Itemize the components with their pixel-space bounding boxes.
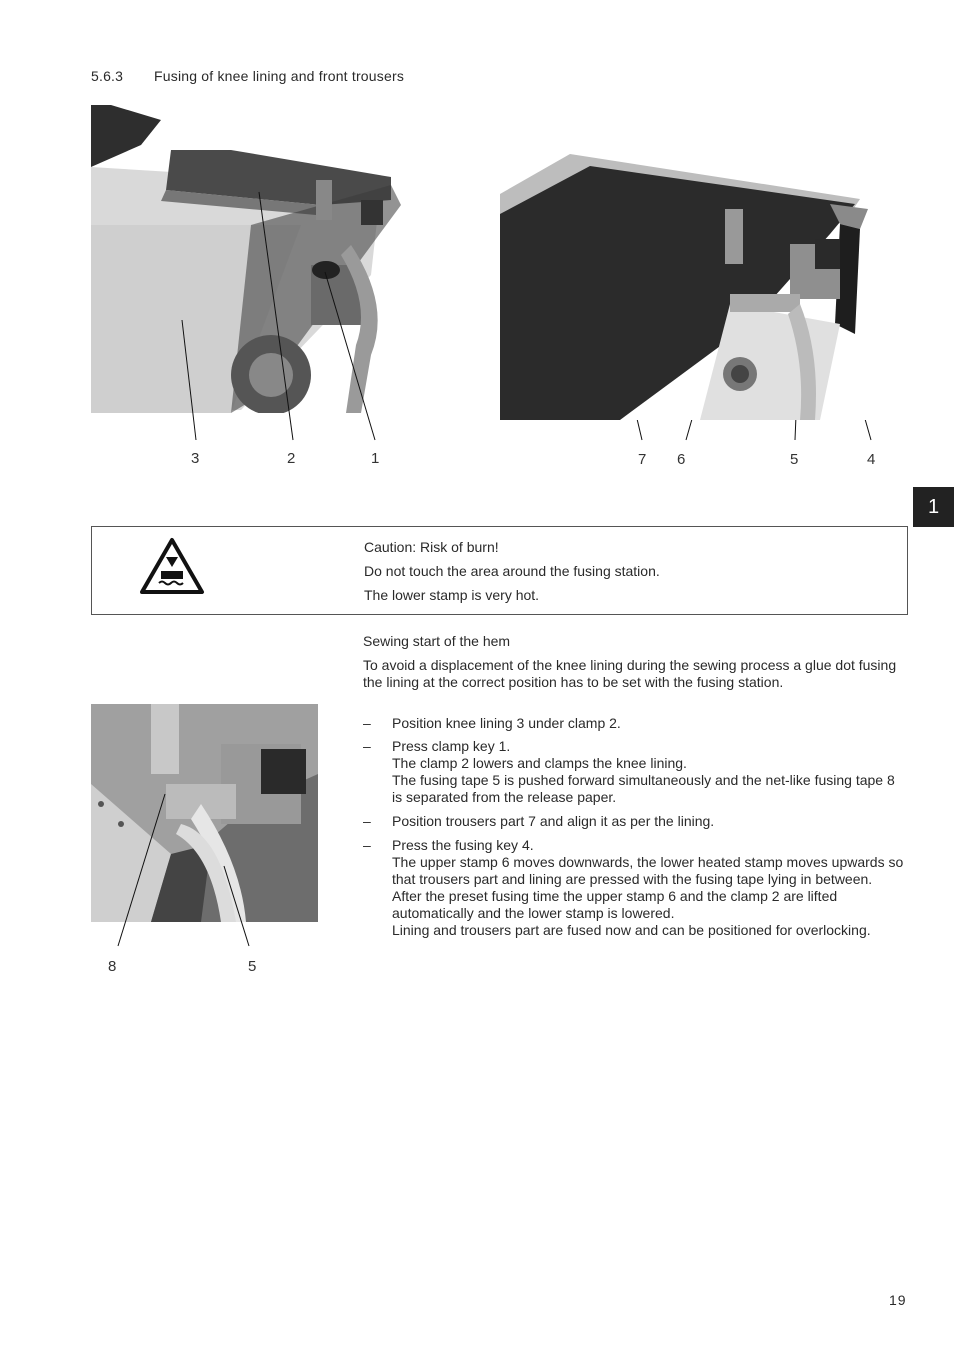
callout-3: 3 — [191, 450, 200, 467]
hem-intro: To avoid a displacement of the knee lining during the sewing process a glue dot fusing the lining at the correct position has to be set with the fusing station. — [363, 657, 897, 690]
step-dash: – — [363, 715, 371, 731]
step-line: Press clamp key 1. — [392, 738, 511, 754]
caution-line-2: The lower stamp is very hot. — [364, 587, 540, 603]
callout-5: 5 — [790, 451, 799, 468]
step-line: Press the fusing key 4. — [392, 837, 534, 853]
callout-4: 4 — [867, 451, 876, 468]
step-line: After the preset fusing time the upper stamp 6 and the clamp 2 are lifted automatically and the lower stamp is lowered. — [392, 888, 838, 921]
step-line: Lining and trousers part are fused now and can be positioned for overlocking. — [392, 922, 871, 938]
callout-6: 6 — [677, 451, 686, 468]
chapter-tab: 1 — [913, 487, 954, 527]
step-line: The clamp 2 lowers and clamps the knee lining. — [392, 755, 687, 771]
step-dash: – — [363, 738, 371, 754]
caution-line-1: Do not touch the area around the fusing station. — [364, 563, 660, 579]
step-line: Position trousers part 7 and align it as per the lining. — [392, 813, 715, 829]
hot-surface-warning-icon — [139, 537, 205, 595]
callout-1: 1 — [371, 450, 380, 467]
section-number: 5.6.3 — [91, 68, 124, 84]
callout-5b: 5 — [248, 958, 257, 975]
figure-fusing-station-photo — [500, 154, 868, 420]
step-line: The fusing tape 5 is pushed forward simultaneously and the net-like fusing tape 8 is separated from the release paper. — [392, 772, 895, 805]
step-line: Position knee lining 3 under clamp 2. — [392, 715, 621, 731]
step-line: The upper stamp 6 moves downwards, the lower heated stamp moves upwards so that trousers part and lining are pressed with the fusing tape lying in between. — [392, 854, 904, 887]
callout-2: 2 — [287, 450, 296, 467]
hem-heading: Sewing start of the hem — [363, 633, 511, 649]
caution-box — [91, 526, 908, 615]
caution-title: Caution: Risk of burn! — [364, 539, 499, 555]
page-number: 19 — [889, 1292, 907, 1308]
step-dash: – — [363, 837, 371, 853]
callout-8: 8 — [108, 958, 117, 975]
section-title: Fusing of knee lining and front trousers — [154, 68, 405, 84]
step-dash: – — [363, 813, 371, 829]
callout-7: 7 — [638, 451, 647, 468]
figure3-leader-lines — [0, 700, 320, 960]
